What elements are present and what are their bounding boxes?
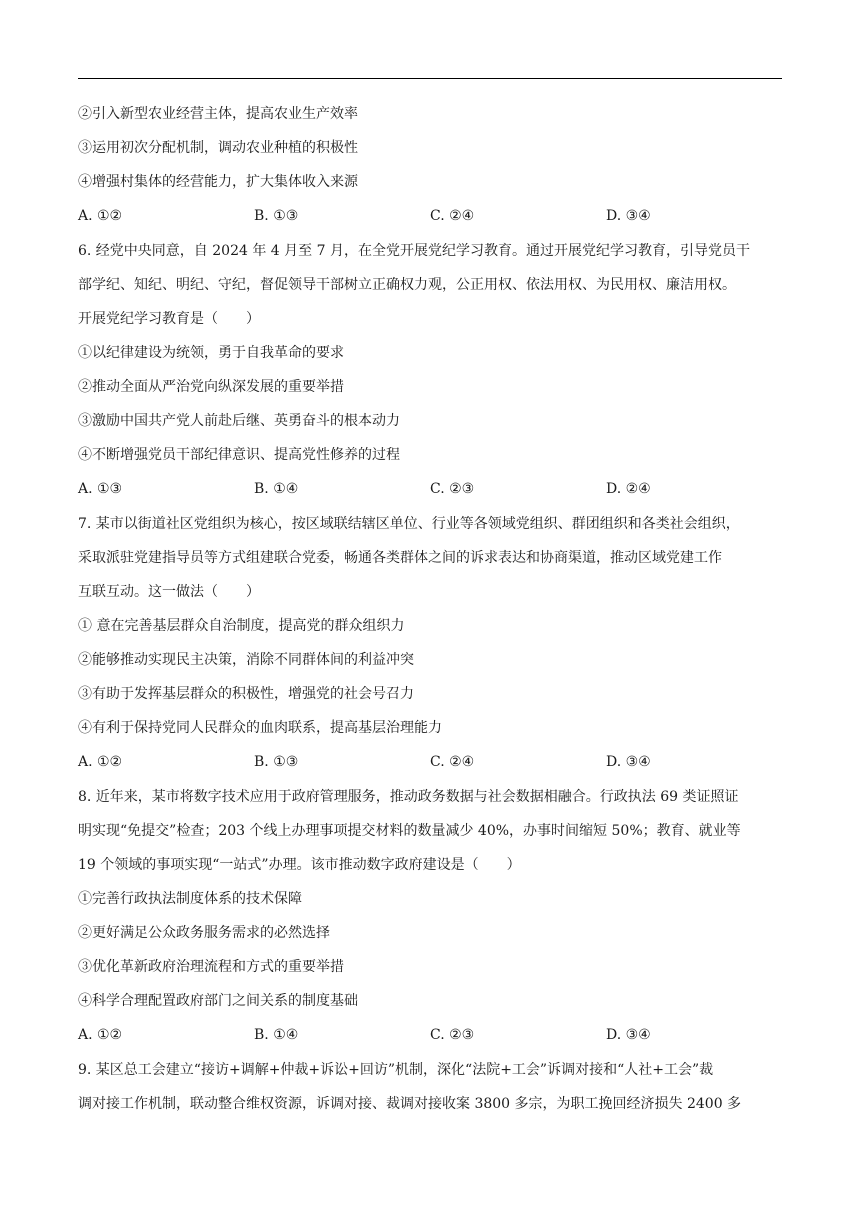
q8-item-2: ②更好满足公众政务服务需求的必然选择 xyxy=(78,925,330,941)
q5-option-d[interactable]: D. ③④ xyxy=(606,208,651,224)
q5-item-4: ④增强村集体的经营能力，扩大集体收入来源 xyxy=(78,174,358,190)
exam-page xyxy=(78,104,782,1121)
q8-item-4: ④科学合理配置政府部门之间关系的制度基础 xyxy=(78,993,358,1009)
q7-item-4: ④有利于保持党同人民群众的血肉联系，提高基层治理能力 xyxy=(78,720,442,736)
q7-option-c[interactable]: C. ②④ xyxy=(430,754,475,770)
q6-options xyxy=(78,479,782,499)
q8-option-a[interactable]: A. ①② xyxy=(78,1027,123,1043)
q7-item-2: ②能够推动实现民主决策，消除不同群体间的利益冲突 xyxy=(78,652,414,668)
q8-stem-line-3: 19 个领域的事项实现“一站式”办理。该市推动数字政府建设是（ ） xyxy=(78,857,521,873)
q7-option-b[interactable]: B. ①③ xyxy=(254,754,299,770)
q7-item-1: ① 意在完善基层群众自治制度，提高党的群众组织力 xyxy=(78,618,405,634)
q6-item-4: ④不断增强党员干部纪律意识、提高党性修养的过程 xyxy=(78,447,400,463)
q6-option-b[interactable]: B. ①④ xyxy=(254,481,299,497)
q7-option-a[interactable]: A. ①② xyxy=(78,754,123,770)
q6-option-a[interactable]: A. ①③ xyxy=(78,481,123,497)
q8-options xyxy=(78,1025,782,1045)
q7-options xyxy=(78,752,782,772)
q5-option-b[interactable]: B. ①③ xyxy=(254,208,299,224)
q6-item-1: ①以纪律建设为统领，勇于自我革命的要求 xyxy=(78,345,344,361)
q6-stem-line-3: 开展党纪学习教育是（ ） xyxy=(78,311,260,327)
q8-option-b[interactable]: B. ①④ xyxy=(254,1027,299,1043)
q5-option-a[interactable]: A. ①② xyxy=(78,208,123,224)
q9-stem-line-1: 9. 某区总工会建立“接访+调解+仲裁+诉讼+回访”机制，深化“法院+工会”诉调对接和“人社+工会”裁 xyxy=(78,1062,714,1078)
q8-option-c[interactable]: C. ②③ xyxy=(430,1027,475,1043)
q8-item-3: ③优化革新政府治理流程和方式的重要举措 xyxy=(78,959,344,975)
q7-option-d[interactable]: D. ③④ xyxy=(606,754,651,770)
q6-item-3: ③激励中国共产党人前赴后继、英勇奋斗的根本动力 xyxy=(78,413,400,429)
q7-stem-line-3: 互联互动。这一做法（ ） xyxy=(78,584,260,600)
q7-stem-line-1: 7. 某市以街道社区党组织为核心，按区域联结辖区单位、行业等各领域党组织、群团组织和各类社会组织， xyxy=(78,516,740,532)
q9-stem-line-2: 调对接工作机制，联动整合维权资源，诉调对接、裁调对接收案 3800 多宗，为职工挽回经济损失 2400 多 xyxy=(78,1096,742,1112)
q6-option-d[interactable]: D. ②④ xyxy=(606,481,651,497)
q7-item-3: ③有助于发挥基层群众的积极性，增强党的社会号召力 xyxy=(78,686,414,702)
q8-stem-line-1: 8. 近年来，某市将数字技术应用于政府管理服务，推动政务数据与社会数据相融合。行政执法 69 类证照证 xyxy=(78,789,739,805)
q5-item-3: ③运用初次分配机制，调动农业种植的积极性 xyxy=(78,140,358,156)
q8-stem-line-2: 明实现“免提交”检查；203 个线上办理事项提交材料的数量减少 40%，办事时间缩短 50%；教育、就业等 xyxy=(78,823,741,839)
q6-option-c[interactable]: C. ②③ xyxy=(430,481,475,497)
header-rule xyxy=(78,78,782,79)
q8-option-d[interactable]: D. ③④ xyxy=(606,1027,651,1043)
q5-item-2: ②引入新型农业经营主体，提高农业生产效率 xyxy=(78,106,358,122)
q5-options xyxy=(78,206,782,226)
q5-option-c[interactable]: C. ②④ xyxy=(430,208,475,224)
q8-item-1: ①完善行政执法制度体系的技术保障 xyxy=(78,891,302,907)
q6-stem-line-2: 部学纪、知纪、明纪、守纪，督促领导干部树立正确权力观，公正用权、依法用权、为民用权、廉洁用权。 xyxy=(78,277,736,293)
q7-stem-line-2: 采取派驻党建指导员等方式组建联合党委，畅通各类群体之间的诉求表达和协商渠道，推动区域党建工作 xyxy=(78,550,722,566)
q6-stem-line-1: 6. 经党中央同意，自 2024 年 4 月至 7 月，在全党开展党纪学习教育。通过开展党纪学习教育，引导党员干 xyxy=(78,243,750,259)
q6-item-2: ②推动全面从严治党向纵深发展的重要举措 xyxy=(78,379,344,395)
